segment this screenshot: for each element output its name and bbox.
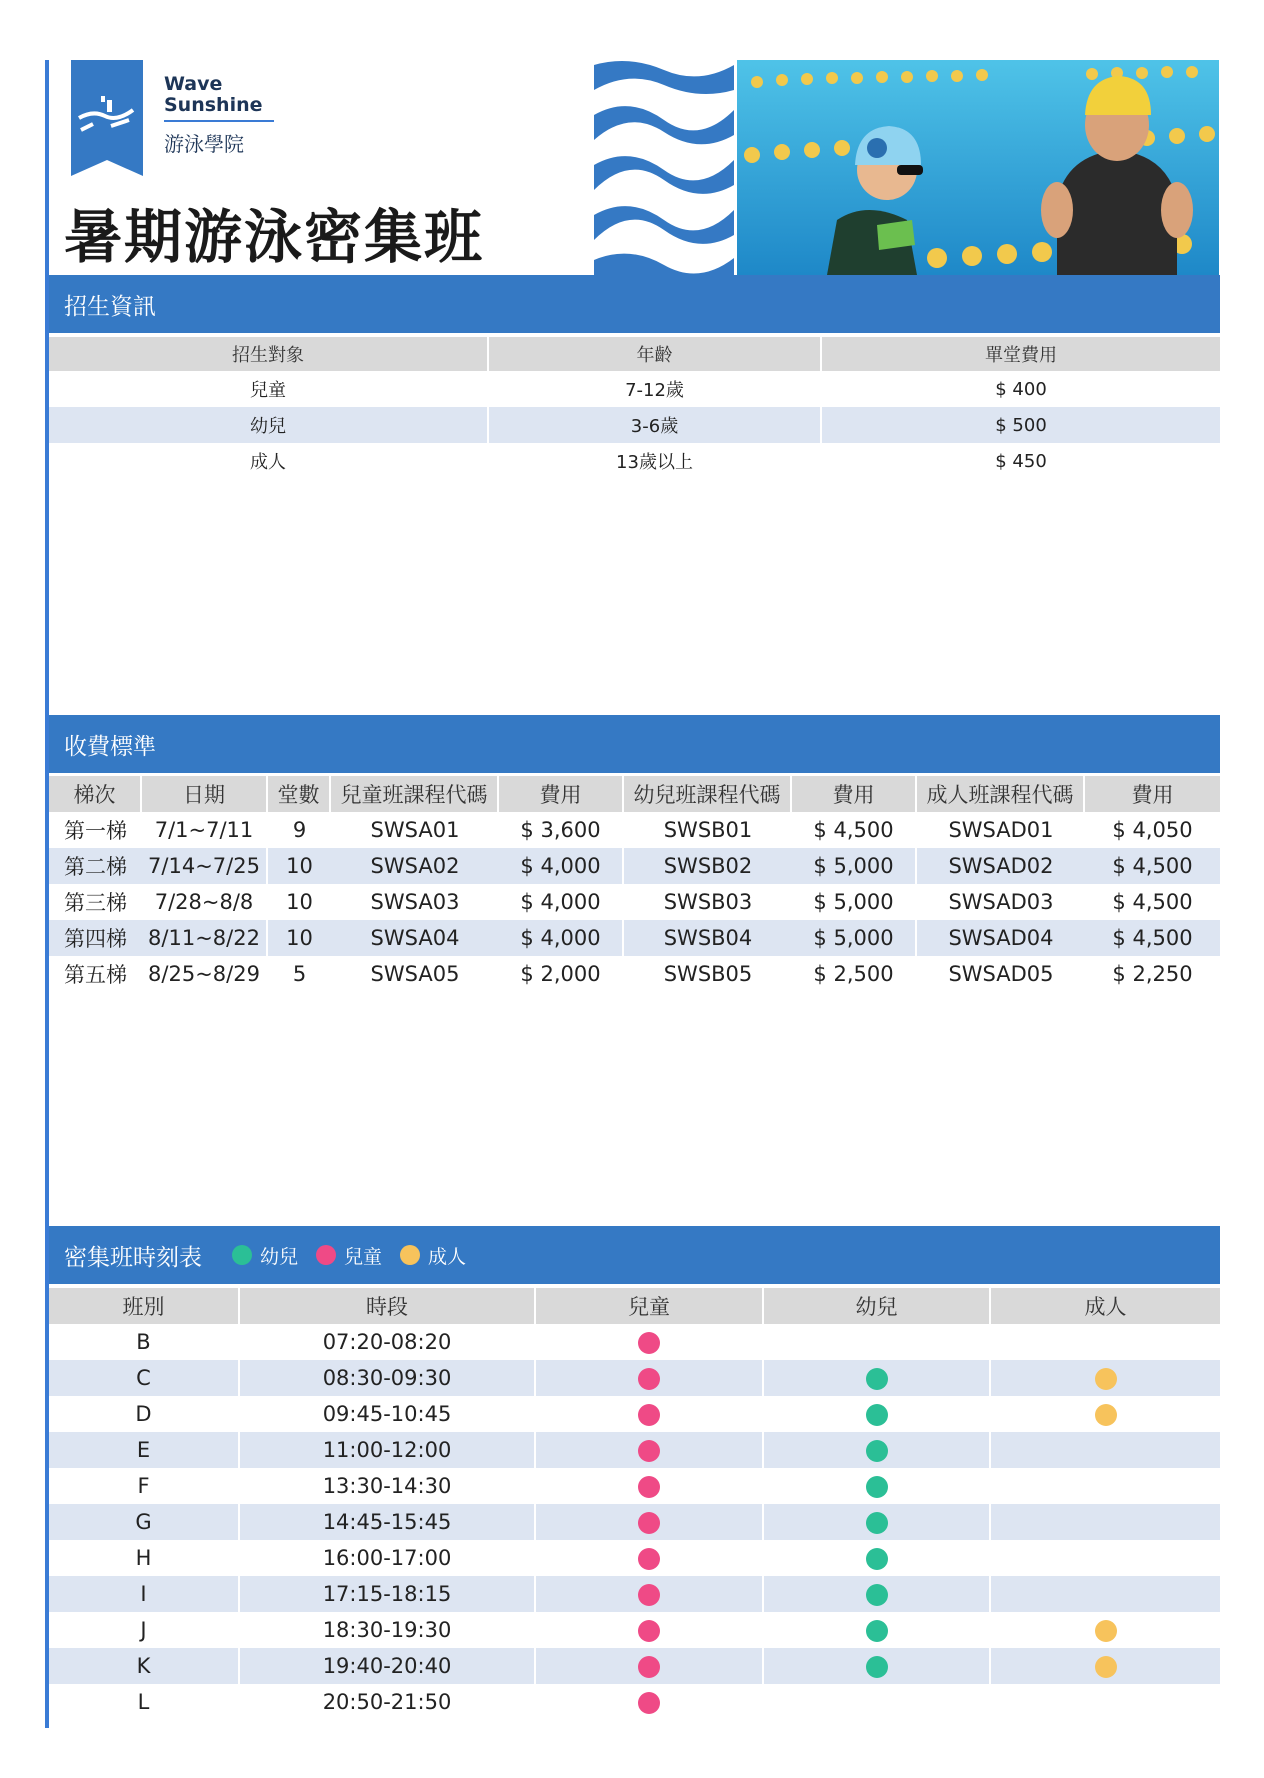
table-row — [49, 1432, 1220, 1468]
column-header: 年齡 — [489, 337, 822, 371]
column-header: 費用 — [499, 776, 624, 812]
adult-availability-cell — [991, 1504, 1220, 1540]
child-dot-icon — [638, 1584, 660, 1606]
child-dot-icon — [638, 1332, 660, 1354]
table-row — [49, 1648, 1220, 1684]
column-header: 幼兒 — [764, 1288, 991, 1324]
time-cell: 07:20-08:20 — [240, 1324, 536, 1360]
child-dot-icon — [638, 1476, 660, 1498]
legend-dot-adult — [400, 1245, 420, 1265]
infant-availability-cell — [764, 1504, 991, 1540]
infant-dot-icon — [866, 1584, 888, 1606]
table-cell: SWSA05 — [370, 962, 460, 986]
table-cell: SWSAD05 — [948, 962, 1054, 986]
adult-availability-cell — [991, 1648, 1220, 1684]
table-cell: SWSB02 — [624, 848, 792, 884]
table-cell: 8/11~8/22 — [142, 920, 268, 956]
adult-availability-cell — [991, 1360, 1220, 1396]
adult-availability-cell — [991, 1684, 1220, 1720]
table-row — [49, 1360, 1220, 1396]
child-availability-cell — [536, 1576, 764, 1612]
column-header: 單堂費用 — [822, 337, 1220, 371]
legend-item-adult — [400, 1242, 466, 1269]
infant-dot-icon — [866, 1404, 888, 1426]
table-cell: 7-12歲 — [489, 371, 822, 407]
table-cell: 9 — [292, 818, 307, 842]
infant-dot-icon — [866, 1368, 888, 1390]
column-header: 幼兒班課程代碼 — [624, 776, 792, 812]
table-cell: $ 2,500 — [792, 956, 917, 992]
child-availability-cell — [536, 1648, 764, 1684]
column-header: 堂數 — [268, 776, 331, 812]
infant-dot-icon — [866, 1656, 888, 1678]
table-cell: $ 4,500 — [1085, 920, 1220, 956]
table-cell: $ 4,000 — [499, 848, 624, 884]
adult-availability-cell — [991, 1612, 1220, 1648]
infant-availability-cell — [764, 1396, 991, 1432]
class-cell: E — [49, 1432, 240, 1468]
infant-availability-cell — [764, 1540, 991, 1576]
column-header: 時段 — [240, 1288, 536, 1324]
column-header: 招生對象 — [49, 337, 489, 371]
class-cell: I — [49, 1576, 240, 1612]
table-cell: SWSB01 — [663, 818, 753, 842]
table-cell: 7/1~7/11 — [142, 812, 268, 848]
child-dot-icon — [638, 1548, 660, 1570]
child-availability-cell — [536, 1684, 764, 1720]
infant-availability-cell — [764, 1684, 991, 1720]
table-cell: $ 4,500 — [1085, 848, 1220, 884]
adult-dot-icon — [1095, 1404, 1117, 1426]
enrollment-section-header: 招生資訊 — [49, 275, 1220, 333]
child-availability-cell — [536, 1504, 764, 1540]
adult-dot-icon — [1095, 1656, 1117, 1678]
child-dot-icon — [638, 1656, 660, 1678]
table-cell: SWSB04 — [624, 920, 792, 956]
column-header: 日期 — [142, 776, 268, 812]
child-dot-icon — [638, 1620, 660, 1642]
page-title: 暑期游泳密集班 — [64, 203, 485, 271]
table-cell: SWSB05 — [663, 962, 753, 986]
table-cell: 3-6歲 — [489, 407, 822, 443]
class-cell: D — [49, 1396, 240, 1432]
infant-dot-icon — [866, 1440, 888, 1462]
infant-dot-icon — [866, 1476, 888, 1498]
enrollment-table — [49, 337, 1220, 479]
table-cell: 7/14~7/25 — [142, 848, 268, 884]
schedule-legend — [232, 1242, 484, 1269]
legend-item-infant — [232, 1242, 298, 1269]
table-cell: $ 2,000 — [499, 956, 624, 992]
legend-label: 兒童 — [344, 1245, 383, 1268]
infant-dot-icon — [866, 1548, 888, 1570]
table-cell: 兒童 — [49, 371, 489, 407]
legend-dot-infant — [232, 1245, 252, 1265]
table-cell: SWSB03 — [663, 890, 753, 914]
class-cell: G — [49, 1504, 240, 1540]
column-header: 成人 — [991, 1288, 1220, 1324]
fees-table — [49, 776, 1220, 992]
infant-availability-cell — [764, 1612, 991, 1648]
swimming-lesson-photo — [737, 60, 1219, 275]
table-cell: SWSAD04 — [917, 920, 1085, 956]
table-cell: 幼兒 — [49, 407, 489, 443]
child-dot-icon — [638, 1404, 660, 1426]
adult-availability-cell — [991, 1468, 1220, 1504]
table-cell: 10 — [268, 848, 331, 884]
table-cell: $ 450 — [995, 450, 1047, 472]
adult-dot-icon — [1095, 1620, 1117, 1642]
time-cell: 14:45-15:45 — [240, 1504, 536, 1540]
table-cell: SWSAD02 — [917, 848, 1085, 884]
child-dot-icon — [638, 1692, 660, 1714]
table-cell: $ 5,000 — [792, 884, 917, 920]
adult-availability-cell — [991, 1396, 1220, 1432]
class-cell: C — [49, 1360, 240, 1396]
child-dot-icon — [638, 1512, 660, 1534]
fees-section-header: 收費標準 — [49, 715, 1220, 773]
table-row — [49, 371, 1220, 407]
table-row — [49, 1468, 1220, 1504]
table-cell: $ 500 — [822, 407, 1220, 443]
class-cell: K — [49, 1648, 240, 1684]
table-cell: SWSA01 — [370, 818, 460, 842]
time-cell: 11:00-12:00 — [240, 1432, 536, 1468]
class-cell: J — [49, 1612, 240, 1648]
time-cell: 16:00-17:00 — [240, 1540, 536, 1576]
table-cell: 第四梯 — [49, 920, 142, 956]
table-cell: 第一梯 — [64, 819, 127, 843]
table-row — [49, 1396, 1220, 1432]
infant-availability-cell — [764, 1468, 991, 1504]
time-cell: 18:30-19:30 — [240, 1612, 536, 1648]
table-cell: $ 4,050 — [1112, 818, 1193, 842]
table-row — [49, 407, 1220, 443]
adult-availability-cell — [991, 1576, 1220, 1612]
table-cell: $ 2,250 — [1112, 962, 1193, 986]
column-header: 梯次 — [49, 776, 142, 812]
table-cell: $ 4,000 — [499, 884, 624, 920]
child-availability-cell — [536, 1540, 764, 1576]
infant-availability-cell — [764, 1576, 991, 1612]
infant-availability-cell — [764, 1432, 991, 1468]
column-header: 費用 — [792, 776, 917, 812]
page-header — [49, 60, 1220, 275]
child-availability-cell — [536, 1468, 764, 1504]
table-cell: SWSA02 — [331, 848, 499, 884]
table-cell: $ 5,000 — [792, 920, 917, 956]
adult-availability-cell — [991, 1540, 1220, 1576]
time-cell: 20:50-21:50 — [240, 1684, 536, 1720]
legend-item-child — [316, 1242, 382, 1269]
adult-availability-cell — [991, 1432, 1220, 1468]
legend-dot-child — [316, 1245, 336, 1265]
child-availability-cell — [536, 1612, 764, 1648]
table-cell: $ 4,500 — [792, 812, 917, 848]
time-cell: 08:30-09:30 — [240, 1360, 536, 1396]
enrollment-header-row — [49, 337, 1220, 371]
table-cell: 成人 — [49, 443, 489, 479]
table-row — [49, 1684, 1220, 1720]
table-cell: 7/28~8/8 — [142, 884, 268, 920]
table-row — [49, 884, 1220, 920]
legend-label: 成人 — [428, 1245, 467, 1268]
schedule-header-row — [49, 1288, 1220, 1324]
brand-name-en-line1: Wave — [164, 73, 223, 95]
table-row — [49, 1324, 1220, 1360]
infant-availability-cell — [764, 1324, 991, 1360]
brand-name-zh: 游泳學院 — [164, 132, 244, 156]
column-header: 兒童 — [536, 1288, 764, 1324]
column-header: 兒童班課程代碼 — [331, 776, 499, 812]
child-dot-icon — [638, 1440, 660, 1462]
table-cell: $ 400 — [995, 378, 1047, 400]
child-dot-icon — [638, 1368, 660, 1390]
table-row — [49, 848, 1220, 884]
infant-dot-icon — [866, 1620, 888, 1642]
class-cell: L — [49, 1684, 240, 1720]
table-cell: 第五梯 — [64, 963, 127, 987]
infant-availability-cell — [764, 1360, 991, 1396]
table-cell: $ 4,500 — [1112, 890, 1193, 914]
infant-availability-cell — [764, 1648, 991, 1684]
infant-dot-icon — [866, 1512, 888, 1534]
brand-divider — [164, 120, 274, 122]
table-row — [49, 1504, 1220, 1540]
logo-icon — [71, 60, 143, 176]
table-cell: 5 — [292, 962, 307, 986]
table-row — [49, 920, 1220, 956]
table-cell: 10 — [286, 890, 313, 914]
table-cell: 第三梯 — [64, 891, 127, 915]
brand — [164, 74, 364, 157]
fees-header-row — [49, 776, 1220, 812]
table-row — [49, 1612, 1220, 1648]
child-availability-cell — [536, 1324, 764, 1360]
column-header: 班別 — [49, 1288, 240, 1324]
class-cell: F — [49, 1468, 240, 1504]
table-row — [49, 1540, 1220, 1576]
schedule-heading: 密集班時刻表 — [64, 1244, 202, 1271]
wave-pattern-decoration — [594, 60, 734, 275]
table-cell: $ 4,000 — [499, 920, 624, 956]
table-cell: SWSA03 — [370, 890, 460, 914]
time-cell: 19:40-20:40 — [240, 1648, 536, 1684]
table-row — [49, 443, 1220, 479]
adult-dot-icon — [1095, 1368, 1117, 1390]
brand-name-en-line2: Sunshine — [164, 94, 263, 116]
time-cell: 17:15-18:15 — [240, 1576, 536, 1612]
child-availability-cell — [536, 1432, 764, 1468]
table-row — [49, 812, 1220, 848]
child-availability-cell — [536, 1360, 764, 1396]
table-cell: SWSAD03 — [948, 890, 1054, 914]
table-cell: 13歲以上 — [489, 443, 822, 479]
adult-availability-cell — [991, 1324, 1220, 1360]
table-cell: 10 — [268, 920, 331, 956]
table-cell: SWSAD01 — [948, 818, 1054, 842]
table-cell: SWSA04 — [331, 920, 499, 956]
time-cell: 13:30-14:30 — [240, 1468, 536, 1504]
table-cell: 8/25~8/29 — [142, 956, 268, 992]
class-cell: H — [49, 1540, 240, 1576]
schedule-table — [49, 1288, 1220, 1720]
column-header: 費用 — [1085, 776, 1220, 812]
table-row — [49, 956, 1220, 992]
table-cell: 第二梯 — [49, 848, 142, 884]
class-cell: B — [49, 1324, 240, 1360]
table-row — [49, 1576, 1220, 1612]
child-availability-cell — [536, 1396, 764, 1432]
time-cell: 09:45-10:45 — [240, 1396, 536, 1432]
legend-label: 幼兒 — [260, 1245, 299, 1268]
table-cell: $ 5,000 — [792, 848, 917, 884]
table-cell: $ 3,600 — [499, 812, 624, 848]
schedule-section-header — [49, 1226, 1220, 1284]
column-header: 成人班課程代碼 — [917, 776, 1085, 812]
